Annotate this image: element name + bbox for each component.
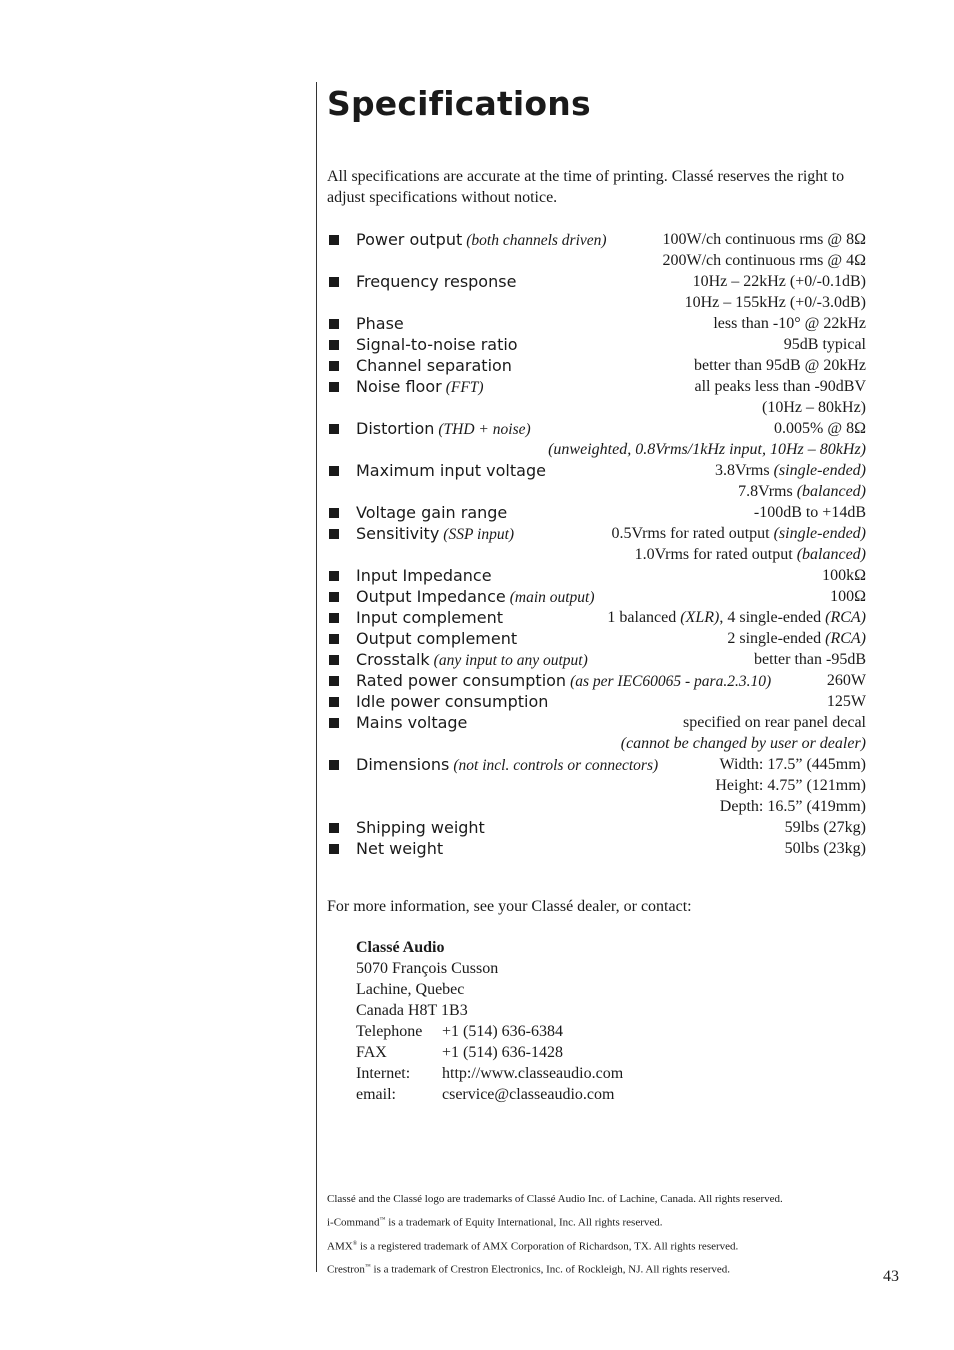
- contact-address-line: 5070 François Cusson: [356, 960, 499, 977]
- page-title: Specifications: [327, 84, 591, 123]
- bullet-square-icon: [329, 340, 339, 350]
- spec-value-text: 10Hz – 22kHz (+0/-0.1dB): [692, 273, 866, 290]
- spec-value-text: 100kΩ: [822, 567, 866, 584]
- spec-label: [356, 628, 517, 650]
- margin-rule: [316, 82, 317, 1272]
- spec-value-text: less than -10° @ 22kHz: [713, 315, 866, 332]
- contact-company: Classé Audio: [356, 939, 445, 956]
- spec-row: [327, 691, 866, 712]
- bullet-square-icon: [329, 592, 339, 602]
- trademark-text: Classé and the Classé logo are trademarks of Classé Audio Inc. of Lachine, Canada. All rights reserved.: [327, 1193, 783, 1205]
- spec-value-text: 100W/ch continuous rms @ 8Ω: [662, 231, 866, 248]
- spec-name: Dimensions: [356, 755, 450, 774]
- spec-value: [694, 376, 866, 397]
- spec-name: Noise floor: [356, 377, 442, 396]
- spec-name: Channel separation: [356, 356, 512, 375]
- spec-value-text: specified on rear panel decal: [682, 714, 866, 731]
- spec-value: [822, 565, 866, 586]
- spec-value: [611, 523, 866, 544]
- spec-value-qualifier: (XLR): [680, 609, 720, 626]
- spec-value-text: 50lbs (23kg): [784, 840, 866, 857]
- intro-paragraph: All specifications are accurate at the time of printing. Classé reserves the right to adjust specifications without notice.: [327, 168, 845, 206]
- spec-row: [327, 355, 866, 376]
- spec-value: [830, 586, 866, 607]
- spec-name: Input Impedance: [356, 566, 492, 585]
- spec-label: [356, 754, 658, 776]
- bullet-square-icon: [329, 718, 339, 728]
- spec-note: (both channels driven): [466, 232, 607, 249]
- spec-note: (any input to any output): [433, 652, 588, 669]
- trademark-notices: [327, 1189, 783, 1281]
- bullet-square-icon: [329, 508, 339, 518]
- bullet-square-icon: [329, 424, 339, 434]
- spec-name: Sensitivity: [356, 524, 440, 543]
- trademark-line: [327, 1234, 783, 1258]
- contact-value: +1 (514) 636-1428: [442, 1044, 564, 1061]
- spec-name: Shipping weight: [356, 818, 485, 837]
- bullet-square-icon: [329, 361, 339, 371]
- spec-value-text: 200W/ch continuous rms @ 4Ω: [662, 252, 866, 269]
- spec-value: [663, 250, 867, 271]
- spec-name: Signal-to-noise ratio: [356, 335, 518, 354]
- spec-value: [785, 817, 866, 838]
- spec-label: [356, 670, 771, 692]
- spec-value-qualifier: (RCA): [825, 609, 866, 626]
- spec-value-qualifier: (cannot be changed by user or dealer): [620, 735, 866, 752]
- spec-row-continued: [327, 250, 866, 271]
- spec-label: [356, 229, 607, 251]
- contact-value: cservice@classeaudio.com: [442, 1086, 615, 1103]
- spec-value: [694, 355, 866, 376]
- spec-row-continued: [327, 397, 866, 418]
- spec-row-continued: [327, 796, 866, 817]
- spec-value-text: 0.5Vrms for rated output: [611, 525, 774, 542]
- spec-row: [327, 670, 866, 691]
- spec-label: [356, 565, 492, 587]
- spec-row: [327, 271, 866, 292]
- spec-name: Power output: [356, 230, 463, 249]
- spec-name: Crosstalk: [356, 650, 430, 669]
- spec-name: Input complement: [356, 608, 503, 627]
- spec-name: Maximum input voltage: [356, 461, 546, 480]
- trademark-text: i-Command: [327, 1216, 380, 1229]
- spec-value: [774, 418, 866, 439]
- contact-telephone: [356, 1021, 564, 1042]
- spec-value-text: 1 balanced: [607, 609, 681, 626]
- contact-key: email:: [356, 1086, 396, 1103]
- bullet-square-icon: [329, 760, 339, 770]
- spec-note: (as per IEC60065 - para.2.3.10): [570, 673, 772, 690]
- spec-value-text: 260W: [826, 672, 866, 689]
- spec-value: [738, 481, 866, 502]
- spec-row-continued: [327, 544, 866, 565]
- spec-value-text: 10Hz – 155kHz (+0/-3.0dB): [684, 294, 866, 311]
- more-info-text: For more information, see your Classé dealer, or contact:: [327, 898, 692, 915]
- contact-fax: [356, 1042, 564, 1063]
- bullet-square-icon: [329, 823, 339, 833]
- spec-value: [754, 502, 866, 523]
- bullet-square-icon: [329, 844, 339, 854]
- bullet-square-icon: [329, 466, 339, 476]
- spec-name: Phase: [356, 314, 404, 333]
- contact-value: http://www.classeaudio.com: [442, 1065, 624, 1082]
- bullet-square-icon: [329, 319, 339, 329]
- spec-value: [720, 796, 866, 817]
- spec-label: [356, 313, 404, 335]
- spec-row: [327, 376, 866, 397]
- spec-name: Distortion: [356, 419, 435, 438]
- spec-value-text: Depth: 16.5” (419mm): [719, 798, 866, 815]
- spec-label: [356, 649, 588, 671]
- spec-value-text: 100Ω: [830, 588, 866, 605]
- trademark-line: [327, 1210, 783, 1234]
- spec-name: Net weight: [356, 839, 444, 858]
- spec-value: [685, 292, 866, 313]
- spec-note: (main output): [509, 589, 595, 606]
- spec-value-text: 2 single-ended: [727, 630, 826, 647]
- spec-value-text: 125W: [826, 693, 866, 710]
- spec-row: [327, 229, 866, 250]
- spec-label: [356, 523, 514, 545]
- contact-key: Telephone: [356, 1023, 423, 1040]
- spec-note: (SSP input): [443, 526, 515, 543]
- spec-label: [356, 334, 518, 356]
- spec-row: [327, 313, 866, 334]
- spec-label: [356, 712, 467, 734]
- spec-name: Output Impedance: [356, 587, 506, 606]
- spec-value: [720, 754, 866, 775]
- trademark-text: Crestron: [327, 1263, 365, 1276]
- spec-value-qualifier: (single-ended): [773, 525, 866, 542]
- bullet-square-icon: [329, 697, 339, 707]
- spec-note: (not incl. controls or connectors): [453, 757, 659, 774]
- spec-value-text: 7.8Vrms: [738, 483, 797, 500]
- spec-value-qualifier: (balanced): [796, 483, 866, 500]
- trademark-symbol: ™: [364, 1264, 371, 1271]
- spec-row: [327, 502, 866, 523]
- spec-value-text: all peaks less than -90dBV: [694, 378, 866, 395]
- contact-value: +1 (514) 636-6384: [442, 1023, 564, 1040]
- trademark-text: is a trademark of Crestron Electronics, Inc. of Rockleigh, NJ. All rights reserved.: [370, 1263, 731, 1276]
- spec-name: Rated power consumption: [356, 671, 567, 690]
- spec-name: Output complement: [356, 629, 518, 648]
- spec-note: (THD + noise): [438, 421, 531, 438]
- spec-name: Voltage gain range: [356, 503, 508, 522]
- spec-label: [356, 502, 507, 524]
- spec-value: [621, 733, 866, 754]
- spec-row: [327, 418, 866, 439]
- spec-value-text: -100dB to +14dB: [753, 504, 866, 521]
- spec-name: Frequency response: [356, 272, 517, 291]
- spec-row: [327, 838, 866, 859]
- spec-value-text: 3.8Vrms: [715, 462, 774, 479]
- spec-row: [327, 649, 866, 670]
- spec-value: [785, 838, 866, 859]
- spec-name: Mains voltage: [356, 713, 468, 732]
- contact-email: [356, 1084, 615, 1105]
- specifications-list: [327, 229, 866, 859]
- spec-value-text: better than 95dB @ 20kHz: [693, 357, 866, 374]
- bullet-square-icon: [329, 655, 339, 665]
- spec-value-text: Height: 4.75” (121mm): [715, 777, 866, 794]
- trademark-text: is a registered trademark of AMX Corporation of Richardson, TX. All rights reserved.: [357, 1240, 739, 1253]
- contact-key: FAX: [356, 1044, 387, 1061]
- spec-value: [713, 313, 866, 334]
- bullet-square-icon: [329, 382, 339, 392]
- spec-value: [727, 628, 866, 649]
- spec-label: [356, 607, 503, 629]
- spec-value: [607, 607, 866, 628]
- bullet-square-icon: [329, 235, 339, 245]
- spec-row-continued: [327, 775, 866, 796]
- spec-row: [327, 586, 866, 607]
- contact-address-line: Canada H8T 1B3: [356, 1002, 468, 1019]
- bullet-square-icon: [329, 571, 339, 581]
- bullet-square-icon: [329, 277, 339, 287]
- spec-value: [715, 775, 866, 796]
- spec-value: [683, 712, 866, 733]
- spec-value: [715, 460, 866, 481]
- spec-label: [356, 586, 595, 608]
- spec-value: [784, 334, 866, 355]
- bullet-square-icon: [329, 676, 339, 686]
- spec-value-text: 95dB typical: [783, 336, 866, 353]
- spec-row: [327, 754, 866, 775]
- spec-value-qualifier: (RCA): [825, 630, 866, 647]
- spec-value: [762, 397, 866, 418]
- trademark-text: is a trademark of Equity International, Inc. All rights reserved.: [385, 1216, 663, 1229]
- trademark-line: [327, 1257, 783, 1281]
- spec-row: [327, 712, 866, 733]
- spec-value-qualifier: (single-ended): [773, 462, 866, 479]
- trademark-text: AMX: [327, 1240, 353, 1253]
- spec-row-continued: [327, 292, 866, 313]
- spec-value: [663, 229, 867, 250]
- spec-value: [754, 649, 866, 670]
- spec-row-continued: [327, 733, 866, 754]
- contact-key: Internet:: [356, 1065, 411, 1082]
- contact-block: [356, 937, 624, 1105]
- spec-value-text: 1.0Vrms for rated output: [634, 546, 797, 563]
- spec-row: [327, 817, 866, 838]
- spec-value-text: , 4 single-ended: [719, 609, 826, 626]
- spec-value-text: Width: 17.5” (445mm): [719, 756, 866, 773]
- spec-value-qualifier: (balanced): [796, 546, 866, 563]
- spec-value: [827, 691, 866, 712]
- trademark-symbol: ™: [379, 1217, 386, 1223]
- spec-row: [327, 334, 866, 355]
- spec-row: [327, 607, 866, 628]
- spec-value-text: 0.005% @ 8Ω: [774, 420, 866, 437]
- spec-value-text: better than -95dB: [754, 651, 866, 668]
- spec-row: [327, 628, 866, 649]
- spec-value: [548, 439, 866, 460]
- spec-value: [635, 544, 866, 565]
- spec-label: [356, 460, 546, 482]
- spec-row-continued: [327, 481, 866, 502]
- spec-label: [356, 418, 531, 440]
- spec-label: [356, 817, 485, 839]
- spec-name: Idle power consumption: [356, 692, 549, 711]
- bullet-square-icon: [329, 529, 339, 539]
- spec-row: [327, 523, 866, 544]
- spec-label: [356, 838, 443, 860]
- trademark-line: [327, 1189, 783, 1210]
- bullet-square-icon: [329, 613, 339, 623]
- spec-label: [356, 355, 512, 377]
- spec-value: [827, 670, 866, 691]
- trademark-symbol: ®: [352, 1240, 358, 1247]
- spec-label: [356, 376, 484, 398]
- bullet-square-icon: [329, 634, 339, 644]
- spec-row: [327, 460, 866, 481]
- spec-label: [356, 691, 548, 713]
- spec-value-qualifier: (unweighted, 0.8Vrms/1kHz input, 10Hz – 80kHz): [548, 441, 866, 458]
- spec-row: [327, 565, 866, 586]
- page-number: 43: [883, 1268, 899, 1285]
- spec-label: [356, 271, 516, 293]
- spec-row-continued: [327, 439, 866, 460]
- spec-value: [693, 271, 866, 292]
- spec-value-text: 59lbs (27kg): [784, 819, 866, 836]
- spec-value-text: (10Hz – 80kHz): [762, 399, 866, 416]
- contact-address-line: Lachine, Quebec: [356, 981, 465, 998]
- contact-internet: [356, 1063, 624, 1084]
- spec-note: (FFT): [445, 379, 484, 396]
